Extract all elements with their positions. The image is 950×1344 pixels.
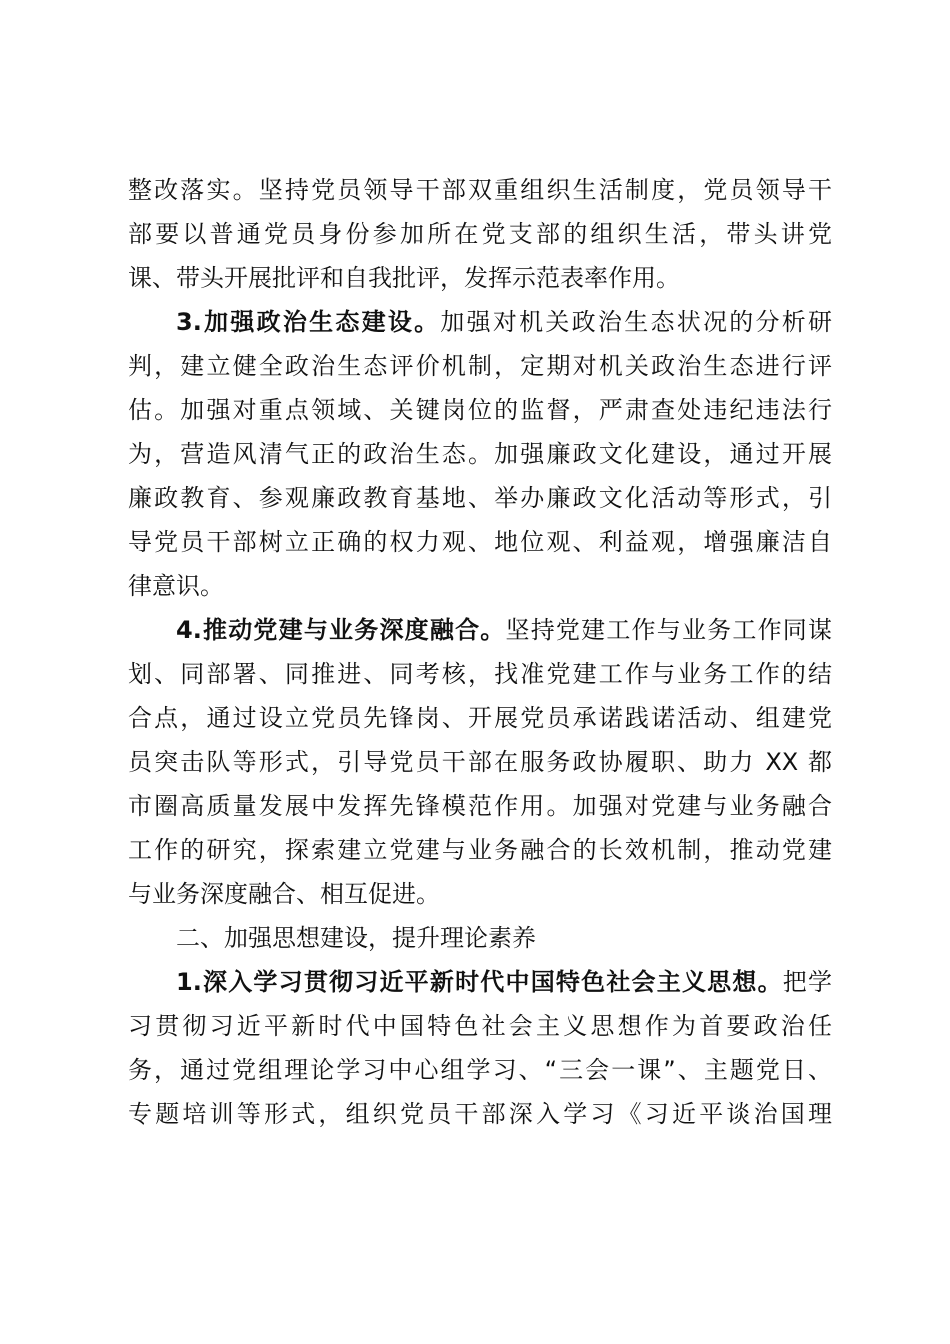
- text-line: 习贯彻习近平新时代中国特色社会主义思想作为首要政治任: [128, 1012, 832, 1040]
- paragraph-continuation: [128, 168, 832, 300]
- text-line: 与业务深度融合、相互促进。: [128, 880, 440, 908]
- text-line: 合点，通过设立党员先锋岗、开展党员承诺践诺活动、组建党: [128, 704, 832, 732]
- paragraph-political-ecology: [128, 300, 832, 608]
- section-heading: [128, 916, 832, 960]
- text-line: 课、带头开展批评和自我批评，发挥示范表率作用。: [128, 264, 680, 292]
- text-line: 专题培训等形式，组织党员干部深入学习《习近平谈治国理: [128, 1100, 832, 1128]
- paragraph-party-business-integration: [128, 608, 832, 916]
- paragraph-heading: 4.推动党建与业务深度融合。: [176, 616, 506, 644]
- paragraph-heading: 1.深入学习贯彻习近平新时代中国特色社会主义思想。: [176, 968, 783, 996]
- text-line: 划、同部署、同推进、同考核，找准党建工作与业务工作的结: [128, 660, 832, 688]
- text-line: 务，通过党组理论学习中心组学习、“三会一课”、主题党日、: [128, 1056, 832, 1084]
- paragraph-heading: 3.加强政治生态建设。: [176, 308, 441, 336]
- text-line: 4.推动党建与业务深度融合。坚持党建工作与业务工作同谋: [176, 616, 832, 644]
- text-line: 导党员干部树立正确的权力观、地位观、利益观，增强廉洁自: [128, 528, 832, 556]
- text-line: 部要以普通党员身份参加所在党支部的组织生活，带头讲党: [128, 220, 832, 248]
- document-body: [128, 168, 832, 1136]
- section-title: 二、加强思想建设，提升理论素养: [176, 924, 536, 952]
- text-line: 工作的研究，探索建立党建与业务融合的长效机制，推动党建: [128, 836, 832, 864]
- text-line: 估。加强对重点领域、关键岗位的监督，严肃查处违纪违法行: [128, 396, 832, 424]
- text-line: 律意识。: [128, 572, 224, 600]
- text-line: 3.加强政治生态建设。加强对机关政治生态状况的分析研: [176, 308, 832, 336]
- text-line: 廉政教育、参观廉政教育基地、举办廉政文化活动等形式，引: [128, 484, 832, 512]
- text-line: 整改落实。坚持党员领导干部双重组织生活制度，党员领导干: [128, 176, 832, 204]
- text-line: 判，建立健全政治生态评价机制，定期对机关政治生态进行评: [128, 352, 832, 380]
- text-line: 1.深入学习贯彻习近平新时代中国特色社会主义思想。把学: [176, 968, 832, 996]
- paragraph-study-thought: [128, 960, 832, 1136]
- text-line: 为，营造风清气正的政治生态。加强廉政文化建设，通过开展: [128, 440, 832, 468]
- text-line: 市圈高质量发展中发挥先锋模范作用。加强对党建与业务融合: [128, 792, 832, 820]
- text-line: 员突击队等形式，引导党员干部在服务政协履职、助力 XX 都: [128, 748, 832, 776]
